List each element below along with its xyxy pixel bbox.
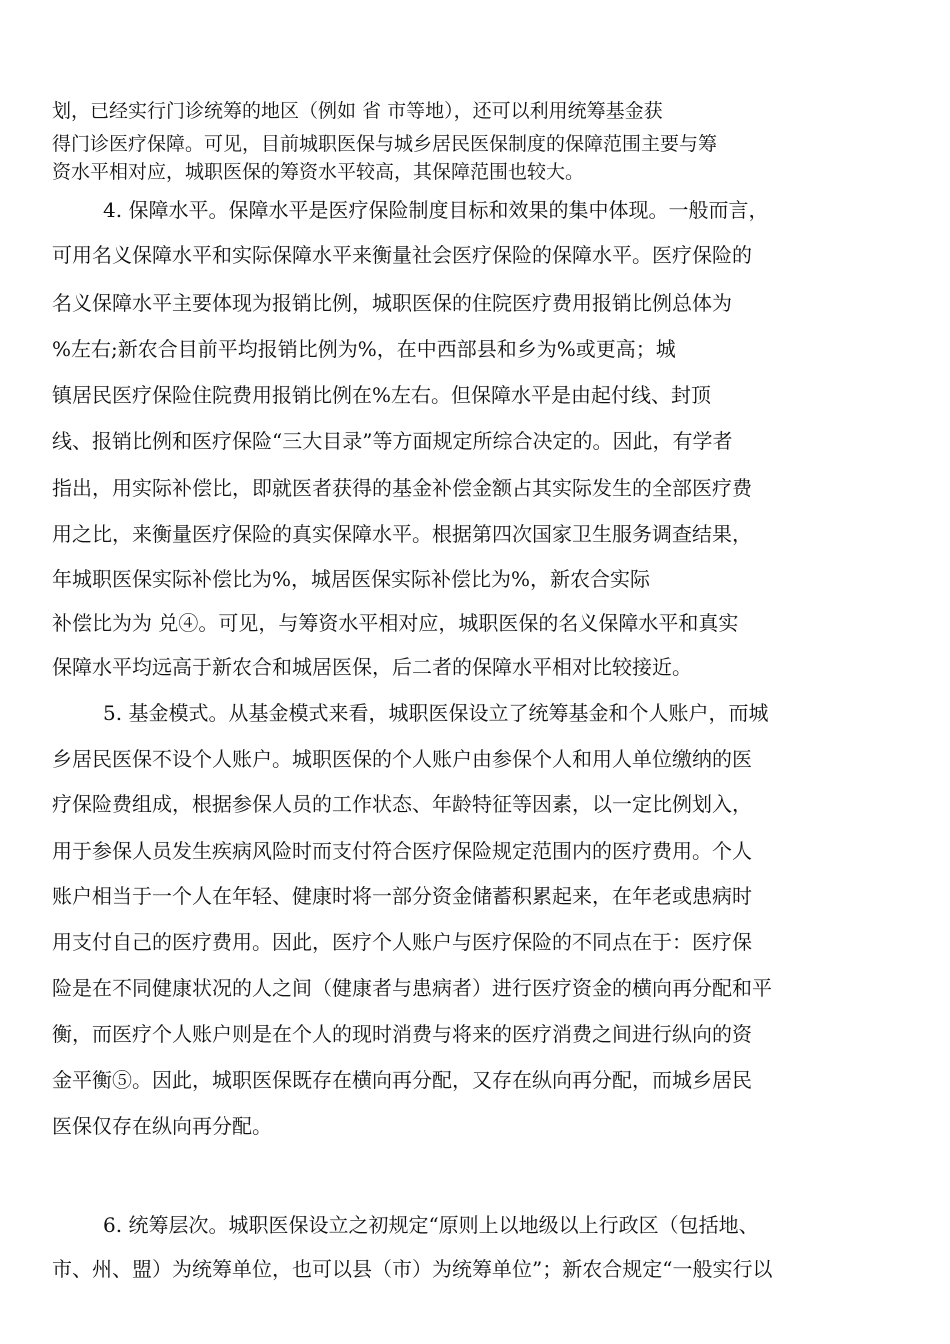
text-line: 保障水平均远高于新农合和城居医保，后二者的保障水平相对比较接近。 (52, 655, 692, 679)
text-line: %左右;新农合目前平均报销比例为%，在中西部县和乡为%或更高；城 (52, 337, 676, 361)
text-line: 用之比，来衡量医疗保险的真实保障水平。根据第四次国家卫生服务调查结果， (52, 522, 752, 546)
text-line: 5. 基金模式。从基金模式来看，城职医保设立了统筹基金和个人账户，而城 (103, 701, 769, 725)
text-line: 划，已经实行门诊统筹的地区（例如 省 市等地），还可以利用统筹基金获 (52, 100, 663, 122)
text-line: 可用名义保障水平和实际保障水平来衡量社会医疗保险的保障水平。医疗保险的 (52, 243, 752, 267)
text-line: 医保仅存在纵向再分配。 (52, 1114, 272, 1138)
text-line: 名义保障水平主要体现为报销比例，城职医保的住院医疗费用报销比例总体为 (52, 291, 732, 315)
text-line: 衡，而医疗个人账户则是在个人的现时消费与将来的医疗消费之间进行纵向的资 (52, 1022, 752, 1046)
text-line: 指出，用实际补偿比，即就医者获得的基金补偿金额占其实际发生的全部医疗费 (52, 476, 752, 500)
text-line: 得门诊医疗保障。可见，目前城职医保与城乡居民医保制度的保障范围主要与筹 (52, 133, 718, 155)
text-line: 乡居民医保不设个人账户。城职医保的个人账户由参保个人和用人单位缴纳的医 (52, 747, 752, 771)
text-line: 险是在不同健康状况的人之间（健康者与患病者）进行医疗资金的横向再分配和平 (52, 976, 772, 1000)
text-line: 年城职医保实际补偿比为%，城居医保实际补偿比为%，新农合实际 (52, 567, 651, 591)
text-line: 镇居民医疗保险住院费用报销比例在%左右。但保障水平是由起付线、封顶 (52, 383, 712, 407)
text-line: 补偿比为为 兑④。可见，与筹资水平相对应，城职医保的名义保障水平和真实 (52, 611, 739, 635)
text-line: 用支付自己的医疗费用。因此，医疗个人账户与医疗保险的不同点在于：医疗保 (52, 930, 752, 954)
text-line: 金平衡⑤。因此，城职医保既存在横向再分配，又存在纵向再分配，而城乡居民 (52, 1068, 752, 1092)
text-line: 线、报销比例和医疗保险“三大目录”等方面规定所综合决定的。因此，有学者 (52, 429, 733, 453)
text-line: 4. 保障水平。保障水平是医疗保险制度目标和效果的集中体现。一般而言， (103, 198, 769, 222)
text-line: 用于参保人员发生疾病风险时而支付符合医疗保险规定范围内的医疗费用。个人 (52, 839, 752, 863)
text-line: 资水平相对应，城职医保的筹资水平较高，其保障范围也较大。 (52, 161, 585, 183)
text-line: 6. 统筹层次。城职医保设立之初规定“原则上以地级以上行政区（包括地、 (103, 1213, 759, 1237)
text-line: 疗保险费组成，根据参保人员的工作状态、年龄特征等因素，以一定比例划入， (52, 792, 752, 816)
text-line: 市、州、盟）为统筹单位，也可以县（市）为统筹单位”；新农合规定“一般实行以 (52, 1257, 773, 1281)
text-line: 账户相当于一个人在年轻、健康时将一部分资金储蓄积累起来，在年老或患病时 (52, 884, 752, 908)
